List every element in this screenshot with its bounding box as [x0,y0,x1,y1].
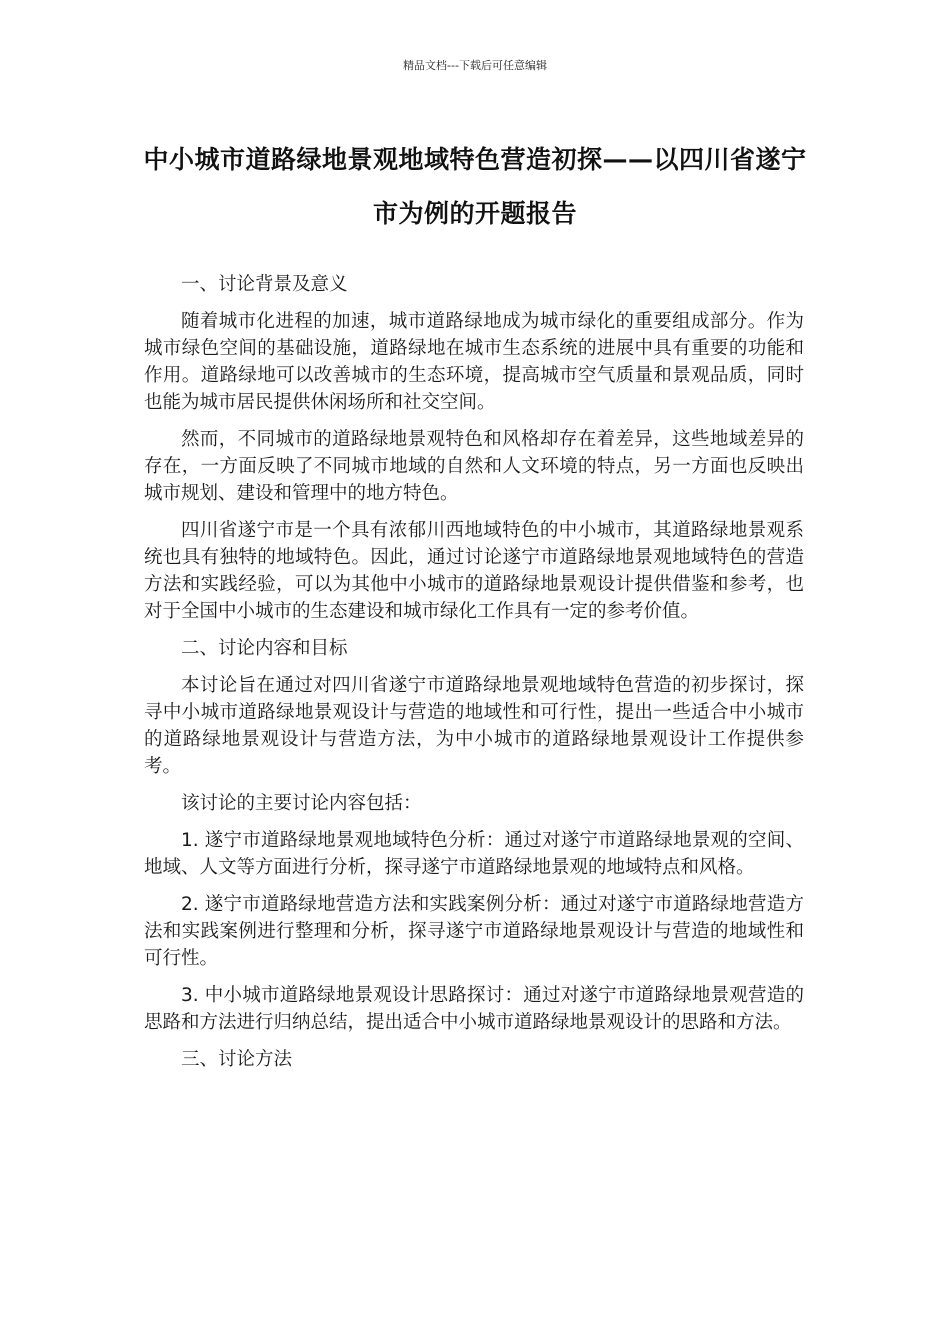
list-item-1: 1. 遂宁市道路绿地景观地域特色分析：通过对遂宁市道路绿地景观的空间、地域、人文等方面进行分析，探寻遂宁市道路绿地景观的地域特点和风格。 [144,830,804,878]
paragraph-background-3: 四川省遂宁市是一个具有浓郁川西地域特色的中小城市，其道路绿地景观系统也具有独特的地域特色。因此，通过讨论遂宁市道路绿地景观地域特色的营造方法和实践经验，可以为其他中小城市的道路绿地景观设计提供借鉴和参考，也对于全国中小城市的生态建设和城市绿化工作具有一定的参考价值。 [144,520,804,622]
paragraph-content-1: 本讨论旨在通过对四川省遂宁市道路绿地景观地域特色营造的初步探讨，探寻中小城市道路绿地景观设计与营造的地域性和可行性，提出一些适合中小城市的道路绿地景观设计与营造方法，为中小城市的道路绿地景观设计工作提供参考。 [144,675,804,777]
paragraph-background-2: 然而，不同城市的道路绿地景观特色和风格却存在着差异，这些地域差异的存在，一方面反映了不同城市地域的自然和人文环境的特点，另一方面也反映出城市规划、建设和管理中的地方特色。 [144,429,804,504]
document-title: 中小城市道路绿地景观地域特色营造初探——以四川省遂宁市为例的开题报告 [143,145,807,228]
section-heading-method: 三、讨论方法 [181,1049,293,1070]
section-heading-background: 一、讨论背景及意义 [181,274,348,295]
header-note: 精品文档---下载后可任意编辑 [403,59,547,72]
paragraph-content-2: 该讨论的主要讨论内容包括： [181,793,422,814]
section-heading-content: 二、讨论内容和目标 [181,638,348,659]
paragraph-background-1: 随着城市化进程的加速，城市道路绿地成为城市绿化的重要组成部分。作为城市绿色空间的基础设施，道路绿地在城市生态系统的进展中具有重要的功能和作用。道路绿地可以改善城市的生态环境，提高城市空气质量和景观品质，同时也能为城市居民提供休闲场所和社交空间。 [144,311,804,413]
list-item-3: 3. 中小城市道路绿地景观设计思路探讨：通过对遂宁市道路绿地景观营造的思路和方法进行归纳总结，提出适合中小城市道路绿地景观设计的思路和方法。 [144,985,804,1033]
document-body [144,271,804,1083]
list-item-2: 2. 遂宁市道路绿地营造方法和实践案例分析：通过对遂宁市道路绿地营造方法和实践案例进行整理和分析，探寻遂宁市道路绿地景观设计与营造的地域性和可行性。 [144,894,804,969]
